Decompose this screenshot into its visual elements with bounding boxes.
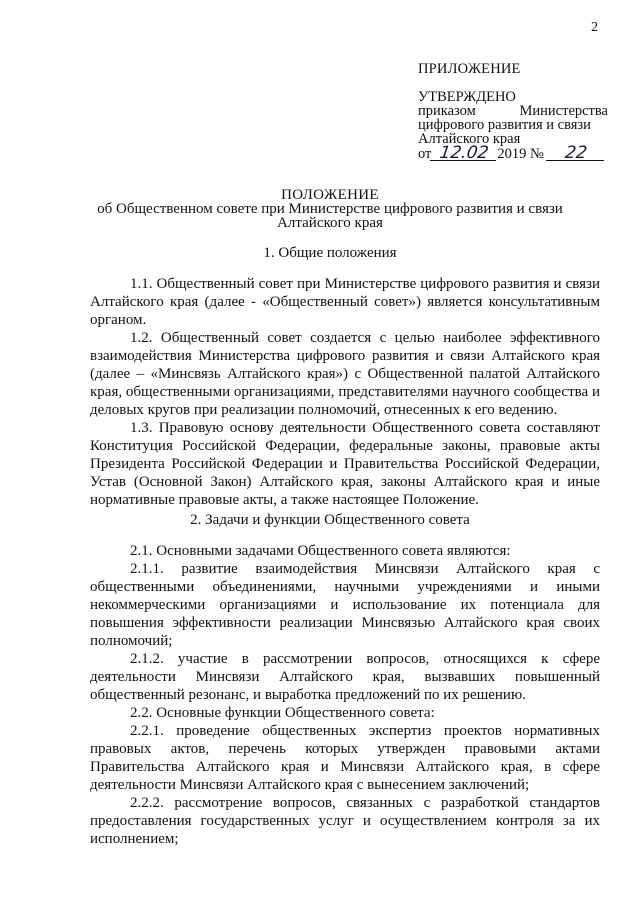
paragraph-2-2: 2.2. Основные функции Общественного совета: <box>130 705 435 721</box>
title-heading: ПОЛОЖЕНИЕ <box>281 187 379 203</box>
handwritten-date: 12.02 <box>430 146 498 161</box>
section-2-body <box>90 542 600 848</box>
paragraph-2-1-2: 2.1.2. участие в рассмотрении вопросов, относящихся к сфере деятельности Минсвязи Алтайского края, вызвавших повышенный общественный резонанс, и выработка предложений по их решению. <box>90 651 600 703</box>
page-number: 2 <box>591 20 598 35</box>
paragraph-2-2-2: 2.2.2. рассмотрение вопросов, связанных с разработкой стандартов предоставления государственных услуг и осуществлением контроля за их исполнением; <box>90 795 600 847</box>
order-line-1: приказом Министерства <box>418 103 608 119</box>
approval-block <box>418 62 608 161</box>
paragraph-2-1: 2.1. Основными задачами Общественного совета являются: <box>130 543 511 559</box>
paragraph-1-3: 1.3. Правовую основу деятельности Общественного совета составляют Конституция Российской Федерации, федеральные законы, правовые акты Президента Российской Федерации и Правительства Российской Федерации, Устав (Основной Закон) Алтайского края, законы Алтайского края и иные нормативные правовые акты, а также настоящее Положение. <box>90 420 600 508</box>
order-date-line <box>418 143 608 163</box>
paragraph-2-2-1: 2.2.1. проведение общественных экспертиз проектов нормативных правовых актов, перечень которых утвержден правовыми актами Правительства Алтайского края и Минсвязи Алтайского края, в сфере деятельности Минсвязи Алтайского края с вынесением заключений; <box>90 723 600 793</box>
section-2-heading: 2. Задачи и функции Общественного совета <box>190 512 470 528</box>
section-1-heading: 1. Общие положения <box>263 245 397 261</box>
title-subtitle-line-2: Алтайского края <box>277 215 383 231</box>
year-number: 2019 № <box>497 146 544 162</box>
section-1-body <box>90 275 600 509</box>
date-prefix: от <box>418 146 432 162</box>
paragraph-2-1-1: 2.1.1. развитие взаимодействия Минсвязи Алтайского края с общественными объединениями, научными учреждениями и иными некоммерческими организациями и использование их потенциала для повышения эффективности реализации Минсвязью Алтайского края своих полномочий; <box>90 561 600 649</box>
approved-label: УТВЕРЖДЕНО <box>418 89 516 105</box>
title-subtitle-line-1: об Общественном совете при Министерстве цифрового развития и связи <box>97 201 563 217</box>
paragraph-1-1: 1.1. Общественный совет при Министерстве цифрового развития и связи Алтайского края (далее - «Общественный совет») является консультативным органом. <box>90 276 600 328</box>
order-line-2: цифрового развития и связи <box>418 117 591 133</box>
document-title <box>80 188 580 230</box>
appendix-label: ПРИЛОЖЕНИЕ <box>418 61 521 77</box>
order-line-3: Алтайского края <box>418 131 521 147</box>
handwritten-order-number: 22 <box>546 146 606 161</box>
paragraph-1-2: 1.2. Общественный совет создается с целью наиболее эффективного взаимодействия Министерства цифрового развития и связи Алтайского края (далее – «Минсвязь Алтайского края») с Общественной палатой Алтайского края, общественными организациями, представителями научного сообщества и деловых кругов при реализации полномочий, отнесенных к его ведению. <box>90 330 600 418</box>
